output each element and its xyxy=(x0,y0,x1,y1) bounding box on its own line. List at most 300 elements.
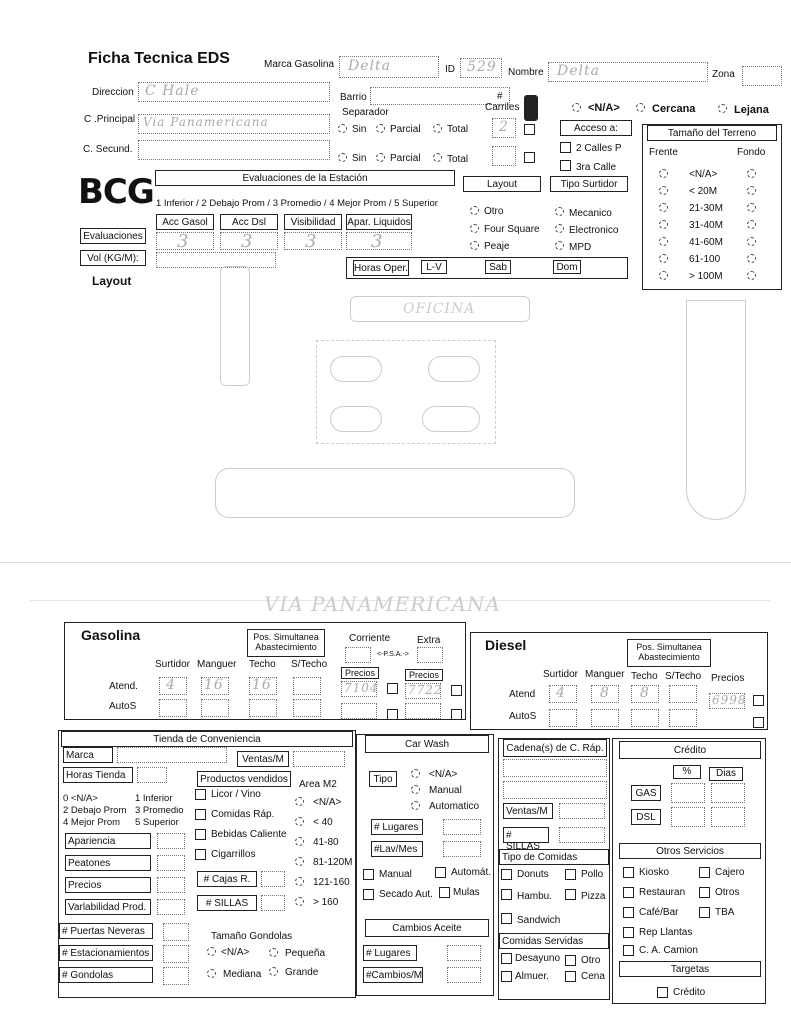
producto-check[interactable] xyxy=(195,829,206,840)
cena-check[interactable] xyxy=(565,971,576,982)
terreno-option-label: 41-60M xyxy=(689,237,723,248)
diesel-atend-surtidor[interactable]: 4 xyxy=(549,685,577,703)
vol-label: Vol (KG/M): xyxy=(80,250,146,266)
evaluaciones-title: Evaluaciones de la Estación xyxy=(155,170,455,186)
tienda-sillas-label: # SILLAS xyxy=(197,895,257,911)
tienda-row-label: Peatones xyxy=(65,855,151,871)
terreno-frente-radio[interactable] xyxy=(659,237,668,246)
carwash-tipo-label: Tipo xyxy=(369,771,397,787)
gasolina-precio-corriente[interactable]: 7104 xyxy=(341,681,377,697)
parcial-label: Parcial xyxy=(390,153,421,164)
diesel-precio[interactable]: 6998 xyxy=(709,693,745,709)
carwash-auto-radio[interactable] xyxy=(411,801,420,810)
col-visibilidad: Visibilidad xyxy=(284,214,342,230)
gondola-grande-radio[interactable] xyxy=(269,967,278,976)
terreno-fondo-radio[interactable] xyxy=(747,169,756,178)
nombre-field[interactable]: Delta xyxy=(548,62,708,82)
layout-peaje-radio[interactable] xyxy=(470,241,479,250)
tienda-row-field[interactable] xyxy=(157,877,185,893)
na-radio[interactable] xyxy=(572,103,581,112)
barrio-label: Barrio xyxy=(340,92,367,103)
carwash-lav-label: #Lav/Mes xyxy=(371,841,423,857)
cadena-panel xyxy=(498,738,610,1000)
sandwich-check[interactable] xyxy=(501,913,512,924)
cadena-sillas-label: # SILLAS xyxy=(503,827,549,843)
otro-servicio-check[interactable] xyxy=(623,927,634,938)
carwash-mulas-label: Mulas xyxy=(453,887,480,898)
col-apar-liquidos: Apar. Liquidos xyxy=(346,214,412,230)
dom-label: Dom xyxy=(553,260,581,274)
terreno-panel xyxy=(642,124,782,290)
gasolina-title: Gasolina xyxy=(81,627,141,643)
diesel-autos-stecho[interactable] xyxy=(669,709,697,727)
credito-panel xyxy=(612,738,766,1004)
otro-servicio-check[interactable] xyxy=(623,867,634,878)
gasolina-autos-label: AutoS xyxy=(109,701,137,712)
tienda-productos-label: Productos vendidos xyxy=(197,771,291,787)
diesel-atend-techo[interactable]: 8 xyxy=(631,685,659,703)
secund-total-radio[interactable] xyxy=(433,153,442,162)
terreno-fondo-radio[interactable] xyxy=(747,220,756,229)
gasolina-precios-label-2: Precios xyxy=(405,669,443,681)
terreno-fondo-radio[interactable] xyxy=(747,237,756,246)
desayuno-label: Desayuno xyxy=(515,953,561,964)
carwash-lav-field[interactable] xyxy=(443,841,481,857)
terreno-option-label: <N/A> xyxy=(689,169,718,180)
otro-servicio-label: Rep Llantas xyxy=(639,927,693,938)
producto-label: Cigarrillos xyxy=(211,849,256,860)
gasolina-extra-field[interactable] xyxy=(417,647,443,663)
sketch-street-label: VIA PANAMERICANA xyxy=(264,592,501,616)
tienda-ventas-field[interactable] xyxy=(293,751,345,767)
carwash-mulas-check[interactable] xyxy=(439,887,450,898)
tienda-row-label: Varlabilidad Prod. xyxy=(65,899,151,915)
cercana-radio[interactable] xyxy=(636,103,645,112)
diesel-panel xyxy=(470,632,768,730)
credito-title: Crédito xyxy=(619,741,761,759)
carwash-auto-label: Automatico xyxy=(429,801,480,812)
desayuno-check[interactable] xyxy=(501,953,512,964)
gasolina-precio-corriente-2[interactable] xyxy=(341,703,377,719)
otro-label: Otro xyxy=(581,955,601,966)
producto-check[interactable] xyxy=(195,809,206,820)
lv-label: L-V xyxy=(421,260,447,274)
layout-title: Layout xyxy=(463,176,541,192)
layout-section-label: Layout xyxy=(92,274,132,288)
tienda-title: Tienda de Conveniencia xyxy=(61,731,353,747)
cadena-field-2[interactable] xyxy=(503,781,607,799)
otro-servicio-check[interactable] xyxy=(699,907,710,918)
surtidor-mpd-label: MPD xyxy=(569,242,592,253)
diesel-precio-check-1[interactable] xyxy=(753,695,764,706)
gondola-na-label: <N/A> xyxy=(221,947,250,958)
evaluaciones-row-label: Evaluaciones xyxy=(80,228,146,244)
cadena-ventas-field[interactable] xyxy=(559,803,605,819)
area-radio[interactable] xyxy=(295,897,304,906)
tienda-gondolas-label: # Gondolas xyxy=(59,967,153,983)
cambios-title: Cambios Aceite xyxy=(365,919,489,937)
terreno-title: Tamaño del Terreno xyxy=(647,125,777,141)
cadena-servidas-label: Comidas Servidas xyxy=(499,933,609,949)
surtidor-mecanico-radio[interactable] xyxy=(555,207,564,216)
area-radio[interactable] xyxy=(295,837,304,846)
gasolina-corriente-label: Corriente xyxy=(349,633,391,644)
credito-gas-pct[interactable] xyxy=(671,783,705,803)
hambu-label: Hambu. xyxy=(517,891,553,902)
area-radio[interactable] xyxy=(295,877,304,886)
otros-servicios-title: Otros Servicios xyxy=(619,843,761,859)
id-label: ID xyxy=(445,64,455,75)
tienda-gondolas-field[interactable] xyxy=(163,967,189,985)
total-label: Total xyxy=(447,154,469,165)
acceso-3ra-label: 3ra Calle xyxy=(576,162,617,173)
hash-label: # xyxy=(497,91,503,102)
diesel-pos-sim: Pos. Simultanea Abastecimiento xyxy=(627,639,711,667)
principal-label: C .Principal xyxy=(84,114,136,125)
otro-servicio-label: Kiosko xyxy=(639,867,670,878)
diesel-autos-surtidor[interactable] xyxy=(549,709,577,727)
sketch-pump-1 xyxy=(330,356,382,382)
surtidor-title: Tipo Surtidor xyxy=(550,176,628,192)
carwash-lugares-label: # Lugares xyxy=(371,819,423,835)
terreno-frente-radio[interactable] xyxy=(659,271,668,280)
terreno-frente-radio[interactable] xyxy=(659,254,668,263)
carriles-principal-field[interactable]: 2 xyxy=(492,118,516,138)
terreno-fondo-radio[interactable] xyxy=(747,203,756,212)
tienda-neveras-label: # Puertas Neveras xyxy=(59,923,153,939)
secund-field[interactable] xyxy=(138,140,330,160)
tienda-marca-field[interactable] xyxy=(117,747,227,763)
bcg-logo: BCG xyxy=(78,172,154,212)
sketch-island xyxy=(215,468,575,518)
cambios-mes-field[interactable] xyxy=(447,967,481,983)
lejana-radio[interactable] xyxy=(718,104,727,113)
direccion-field[interactable]: C Hale xyxy=(138,82,330,102)
page-title: Ficha Tecnica EDS xyxy=(88,50,230,67)
carwash-manual-check[interactable] xyxy=(363,869,374,880)
area-radio[interactable] xyxy=(295,797,304,806)
cadena-title: Cadena(s) de C. Ráp. xyxy=(503,739,607,757)
cadena-sillas-field[interactable] xyxy=(559,827,605,843)
separador-label: Separador xyxy=(342,107,389,118)
id-field[interactable]: 529 xyxy=(460,58,502,78)
diesel-col-manguer: Manguer xyxy=(585,669,625,680)
area-label: 81-120M xyxy=(313,857,353,868)
otro-servicio-label: Café/Bar xyxy=(639,907,679,918)
terreno-option-label: 61-100 xyxy=(689,254,721,265)
gasolina-atend-label: Atend. xyxy=(109,681,138,692)
layout-four-square-radio[interactable] xyxy=(470,224,479,233)
gasolina-panel xyxy=(64,622,466,720)
credito-dsl-pct[interactable] xyxy=(671,807,705,827)
hambu-check[interactable] xyxy=(501,889,512,900)
acceso-2calles-label: 2 Calles P xyxy=(576,143,622,154)
terreno-option-label: > 100M xyxy=(689,271,723,282)
diesel-title: Diesel xyxy=(485,637,527,653)
targetas-title: Targetas xyxy=(619,961,761,977)
sketch-pump-2 xyxy=(428,356,480,382)
cercana-label: Cercana xyxy=(652,103,696,115)
credito-gas-dias[interactable] xyxy=(711,783,745,803)
tienda-row-field[interactable] xyxy=(157,855,185,871)
terreno-fondo-radio[interactable] xyxy=(747,186,756,195)
layout-otro-label: Otro xyxy=(484,206,504,217)
targeta-credito-label: Crédito xyxy=(673,987,706,998)
producto-label: Bebidas Caliente xyxy=(211,829,287,840)
gasolina-atend-techo[interactable]: 16 xyxy=(249,677,277,695)
zona-label: Zona xyxy=(712,69,735,80)
zona-field[interactable] xyxy=(742,66,782,86)
carwash-manual-label: Manual xyxy=(429,785,462,796)
cadena-field-1[interactable] xyxy=(503,759,607,777)
gasolina-atend-manguer[interactable]: 16 xyxy=(201,677,229,695)
tienda-row-field[interactable] xyxy=(157,833,185,849)
carwash-manual-check-label: Manual xyxy=(379,869,412,880)
sandwich-label: Sandwich xyxy=(517,915,561,926)
diesel-autos-label: AutoS xyxy=(509,711,537,722)
carriles-secund-check[interactable] xyxy=(524,152,535,163)
gasolina-autos-techo[interactable] xyxy=(249,699,277,717)
total-label: Total xyxy=(447,124,469,135)
credito-dias-label: Dias xyxy=(709,767,743,781)
horas-panel xyxy=(346,257,628,279)
terreno-option-label: < 20M xyxy=(689,186,718,197)
cambios-lugares-label: # Lugares xyxy=(363,945,417,961)
gasolina-corriente-check-2[interactable] xyxy=(387,709,398,720)
tienda-estacionamientos-field[interactable] xyxy=(163,945,189,963)
gasolina-autos-surtidor[interactable] xyxy=(159,699,187,717)
carwash-lugares-field[interactable] xyxy=(443,819,481,835)
pollo-check[interactable] xyxy=(565,869,576,880)
otro-servicio-label: Cajero xyxy=(715,867,745,878)
terreno-frente-radio[interactable] xyxy=(659,203,668,212)
diesel-atend-stecho[interactable] xyxy=(669,685,697,703)
carwash-automat-check[interactable] xyxy=(435,867,446,878)
terreno-fondo-radio[interactable] xyxy=(747,254,756,263)
gasolina-col-manguer: Manguer xyxy=(197,659,237,670)
layout-peaje-label: Peaje xyxy=(484,241,510,252)
gasolina-precio-extra[interactable]: 7722 xyxy=(405,683,441,699)
gasolina-corriente-field[interactable] xyxy=(345,647,371,663)
tienda-scale-2: 1 Inferior 3 Promedio 5 Superior xyxy=(135,793,184,828)
tienda-row-field[interactable] xyxy=(157,899,185,915)
pizza-label: Pizza xyxy=(581,891,606,902)
pollo-label: Pollo xyxy=(581,869,604,880)
gasolina-autos-stecho[interactable] xyxy=(293,699,321,717)
terreno-frente-radio[interactable] xyxy=(659,169,668,178)
gasolina-atend-surtidor[interactable]: 4 xyxy=(159,677,187,695)
eval-acc-dsl[interactable]: 3 xyxy=(220,232,278,250)
tienda-neveras-field[interactable] xyxy=(163,923,189,941)
frente-label: Frente xyxy=(649,147,678,158)
producto-label: Licor / Vino xyxy=(211,789,261,800)
donuts-check[interactable] xyxy=(501,869,512,880)
producto-label: Comidas Ráp. xyxy=(211,809,275,820)
acceso-label: Acceso a: xyxy=(560,120,632,136)
eval-apar-liquidos[interactable]: 3 xyxy=(346,232,412,250)
gondola-mediana-radio[interactable] xyxy=(207,969,216,978)
terreno-option-label: 31-40M xyxy=(689,220,723,231)
sketch-road-left xyxy=(220,266,250,386)
direccion-label: Direccion xyxy=(92,87,134,98)
otro-servicio-label: TBA xyxy=(715,907,735,918)
cena-label: Cena xyxy=(581,971,605,982)
gasolina-col-techo: Techo xyxy=(249,659,276,670)
credito-dsl-dias[interactable] xyxy=(711,807,745,827)
principal-field[interactable]: Via Panamericana xyxy=(138,114,330,134)
terreno-frente-radio[interactable] xyxy=(659,220,668,229)
carriles-label: Carriles xyxy=(485,102,520,113)
carriles-principal-check[interactable] xyxy=(524,124,535,135)
terreno-option-label: 21-30M xyxy=(689,203,723,214)
surtidor-electronico-label: Electronico xyxy=(569,225,619,236)
area-radio[interactable] xyxy=(295,857,304,866)
otro-check[interactable] xyxy=(565,955,576,966)
tienda-cajas-field[interactable] xyxy=(261,871,285,887)
marca-field[interactable]: Delta xyxy=(339,56,439,78)
producto-check[interactable] xyxy=(195,789,206,800)
otro-servicio-check[interactable] xyxy=(623,887,634,898)
tienda-horas-field[interactable] xyxy=(137,767,167,783)
gasolina-extra-label: Extra xyxy=(417,635,441,646)
acceso-3ra-check[interactable] xyxy=(560,160,571,171)
gasolina-atend-stecho[interactable] xyxy=(293,677,321,695)
diesel-col-surtidor: Surtidor xyxy=(543,669,579,680)
surtidor-electronico-radio[interactable] xyxy=(555,224,564,233)
carwash-panel xyxy=(356,734,494,996)
gasolina-col-surtidor: Surtidor xyxy=(155,659,191,670)
principal-sin-radio[interactable] xyxy=(338,124,347,133)
traffic-light-icon xyxy=(524,95,538,121)
carwash-na-label: <N/A> xyxy=(429,769,458,780)
lejana-label: Lejana xyxy=(734,104,769,116)
carriles-secund-field[interactable] xyxy=(492,146,516,166)
otro-servicio-check[interactable] xyxy=(623,907,634,918)
carwash-automat-label: Automát. xyxy=(451,867,492,878)
donuts-label: Donuts xyxy=(517,869,549,880)
tienda-sillas-field[interactable] xyxy=(261,895,285,911)
gasolina-precio-extra-2[interactable] xyxy=(405,703,441,719)
sin-label: Sin xyxy=(352,124,367,135)
gasolina-corriente-check-1[interactable] xyxy=(387,683,398,694)
otro-servicio-label: Restauran xyxy=(639,887,686,898)
diesel-precio-check-2[interactable] xyxy=(753,717,764,728)
gasolina-autos-manguer[interactable] xyxy=(201,699,229,717)
area-label: > 160 xyxy=(313,897,339,908)
diesel-autos-manguer[interactable] xyxy=(591,709,619,727)
sin-label: Sin xyxy=(352,153,367,164)
vol-field[interactable] xyxy=(156,252,276,268)
credito-dsl-label: DSL xyxy=(631,809,661,825)
almuer-label: Almuer. xyxy=(515,971,549,982)
secund-sin-radio[interactable] xyxy=(338,153,347,162)
tienda-tam-gondolas-label: Tamaño Gondolas xyxy=(211,931,293,942)
cadena-ventas-label: Ventas/M xyxy=(503,803,553,819)
credito-gas-label: GAS xyxy=(631,785,661,801)
secund-label: C. Secund. xyxy=(83,144,133,155)
diesel-atend-label: Atend xyxy=(509,689,536,700)
nombre-label: Nombre xyxy=(508,67,544,78)
cadena-tipo-comidas-label: Tipo de Comidas xyxy=(499,849,609,865)
gasolina-extra-check-2[interactable] xyxy=(451,709,462,720)
diesel-col-techo: Techo xyxy=(631,671,658,682)
sketch-pump-4 xyxy=(422,406,480,432)
producto-check[interactable] xyxy=(195,849,206,860)
gondola-grande-label: Grande xyxy=(285,967,319,978)
gondola-pequena-radio[interactable] xyxy=(269,948,278,957)
gasolina-precios-label-1: Precios xyxy=(341,667,379,679)
area-label: 41-80 xyxy=(313,837,339,848)
fondo-label: Fondo xyxy=(737,147,766,158)
marca-label: Marca Gasolina xyxy=(264,59,335,70)
targeta-credito-check[interactable] xyxy=(657,987,668,998)
tienda-estacionamientos-label: # Estacionamientos xyxy=(59,945,153,961)
tienda-scale-1: 0 <N/A> 2 Debajo Prom 4 Mejor Prom xyxy=(63,793,127,828)
tienda-panel xyxy=(58,730,356,998)
surtidor-mpd-radio[interactable] xyxy=(555,241,564,250)
tienda-horas-label: Horas Tienda xyxy=(63,767,133,783)
carwash-manual-radio[interactable] xyxy=(411,785,420,794)
area-radio[interactable] xyxy=(295,817,304,826)
terreno-fondo-radio[interactable] xyxy=(747,271,756,280)
gondola-na-radio[interactable] xyxy=(207,947,216,956)
cambios-mes-label: #Cambios/M xyxy=(363,967,423,983)
parcial-label: Parcial xyxy=(390,124,421,135)
otro-servicio-label: Otros xyxy=(715,887,740,898)
col-acc-dsl: Acc Dsl xyxy=(220,214,278,230)
diesel-col-stecho: S/Techo xyxy=(665,671,702,682)
layout-otro-radio[interactable] xyxy=(470,206,479,215)
sketch-oficina: OFICINA xyxy=(350,296,530,322)
col-acc-gasol: Acc Gasol xyxy=(156,214,214,230)
principal-parcial-radio[interactable] xyxy=(376,124,385,133)
tienda-cajas-label: # Cajas R. xyxy=(197,871,257,887)
otro-servicio-check[interactable] xyxy=(623,945,634,956)
gasolina-psa-label: <-P.S.A.-> xyxy=(377,651,409,658)
terreno-frente-radio[interactable] xyxy=(659,186,668,195)
carwash-na-radio[interactable] xyxy=(411,769,420,778)
gasolina-extra-check-1[interactable] xyxy=(451,685,462,696)
acceso-2calles-check[interactable] xyxy=(560,142,571,153)
pizza-check[interactable] xyxy=(565,889,576,900)
otro-servicio-check[interactable] xyxy=(699,867,710,878)
tienda-row-label: Apariencia xyxy=(65,833,151,849)
carwash-title: Car Wash xyxy=(365,735,489,753)
tienda-ventas-label: Ventas/M xyxy=(237,751,289,767)
na-label: <N/A> xyxy=(588,102,620,114)
principal-total-radio[interactable] xyxy=(433,124,442,133)
layout-four-square-label: Four Square xyxy=(484,224,540,235)
gasolina-col-stecho: S/Techo xyxy=(291,659,328,670)
cambios-lugares-field[interactable] xyxy=(447,945,481,961)
diesel-autos-techo[interactable] xyxy=(631,709,659,727)
surtidor-mecanico-label: Mecanico xyxy=(569,208,612,219)
diesel-atend-manguer[interactable]: 8 xyxy=(591,685,619,703)
otro-servicio-label: C. A. Camion xyxy=(639,945,698,956)
area-label: <N/A> xyxy=(313,797,342,808)
credito-pct-label: % xyxy=(673,765,701,779)
gasolina-pos-sim: Pos. Simultanea Abastecimiento xyxy=(247,629,325,657)
otro-servicio-check[interactable] xyxy=(699,887,710,898)
eval-acc-gasol[interactable]: 3 xyxy=(156,232,214,250)
secund-parcial-radio[interactable] xyxy=(376,153,385,162)
almuer-check[interactable] xyxy=(501,971,512,982)
sketch-street-line xyxy=(0,562,791,563)
carwash-secado-check[interactable] xyxy=(363,889,374,900)
area-label: 121-160 xyxy=(313,877,350,888)
eval-visibilidad[interactable]: 3 xyxy=(284,232,342,250)
gondola-mediana-label: Mediana xyxy=(223,969,262,980)
